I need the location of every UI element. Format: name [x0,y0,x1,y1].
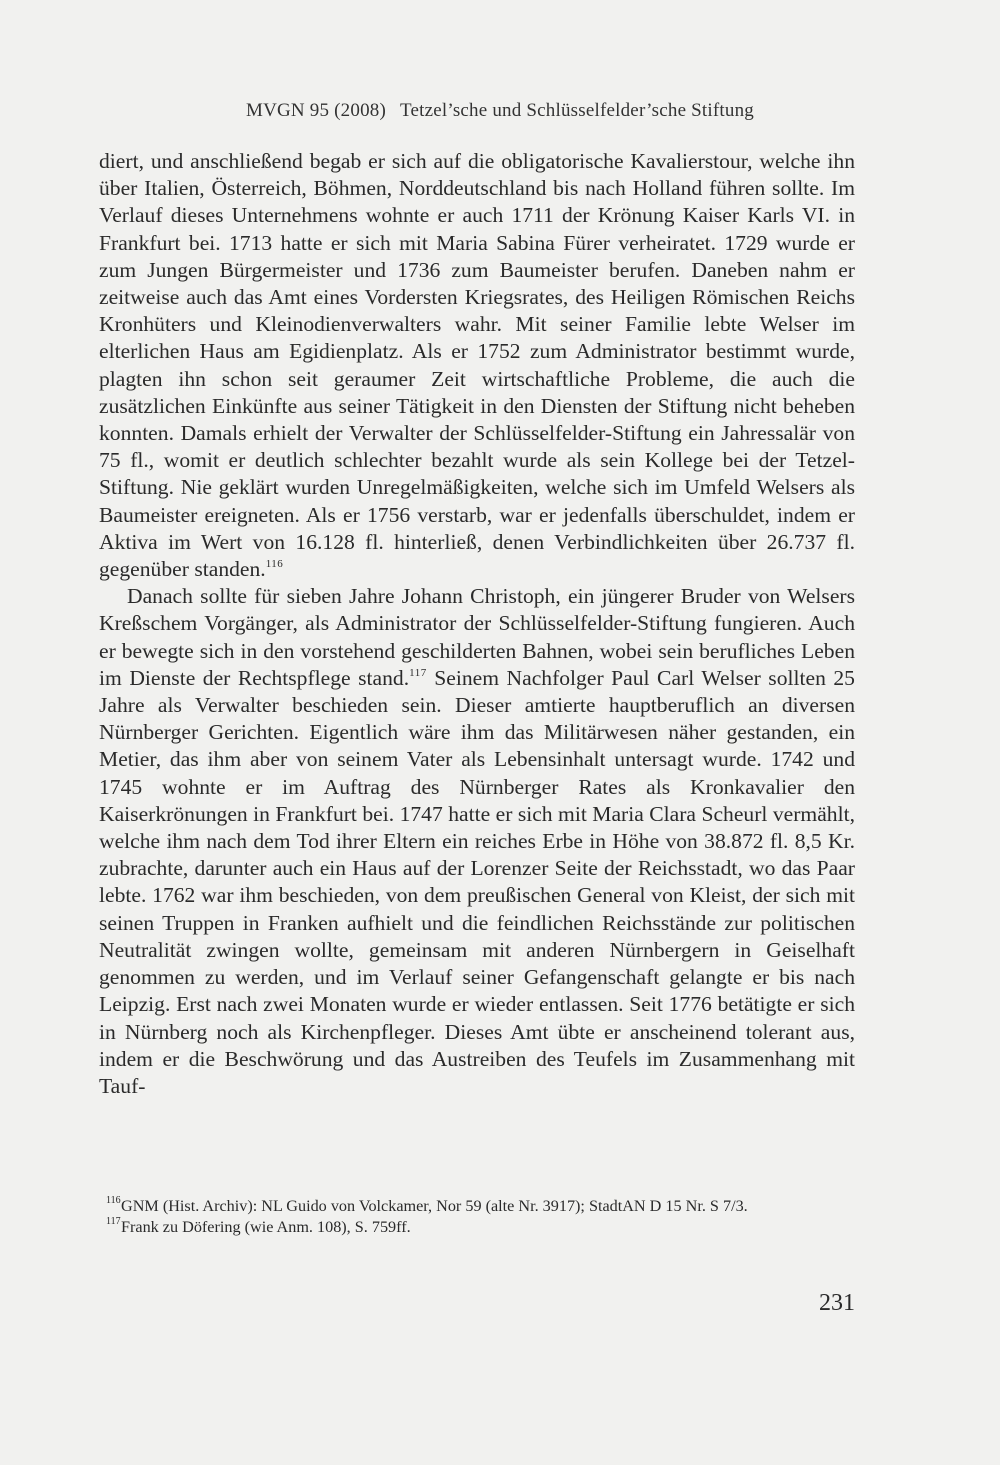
footnote-ref-117[interactable]: 117 [409,666,427,679]
paragraph-1-text: diert, und anschließend begab er sich auf die obligatorische Kavalierstour, welche ihn über Italien, Österreich, Böhmen, Norddeutschland bis nach Holland führen sollte. Im Verlauf dieses Unternehmens wohnte er auch 1711 der Krönung Kaiser Karls VI. in Frankfurt bei. 1713 hatte er sich mit Maria Sabina Fürer verheiratet. 1729 wurde er zum Jungen Bürgermeister und 1736 zum Baumeister berufen. Daneben nahm er zeitweise auch das Amt eines Vordersten Kriegsrates, des Heiligen Römischen Reichs Kronhüters und Kleinodienverwalters wahr. Mit seiner Familie lebte Welser im elterlichen Haus am Egidienplatz. Als er 1752 zum Administrator bestimmt wurde, plagten ihn schon seit geraumer Zeit wirtschaftliche Probleme, die auch die zusätzlichen Einkünfte aus seiner Tätigkeit in den Diensten der Stiftung nicht beheben konnten. Damals erhielt der Verwalter der Schlüsselfelder-Stiftung ein Jahressalär von 75 fl., womit er deutlich schlechter bezahlt wurde als sein Kollege bei der Tetzel-Stiftung. Nie geklärt wurden Unregelmäßigkeiten, welche sich im Umfeld Welsers als Baumeister ereigneten. Als er 1756 verstarb, war er jedenfalls überschuldet, indem er Aktiva im Wert von 16.128 fl. hinterließ, denen Verbindlichkeiten über 26.737 fl. gegenüber standen. [99,149,855,582]
paragraph-1 [99,148,855,583]
footnote-116 [99,1196,859,1217]
paragraph-2-text-b: Seinem Nachfolger Paul Carl Welser sollten 25 Jahre als Verwalter beschieden sein. Dieser amtierte hauptberuflich an diversen Nürnberger Gerichten. Eigentlich wäre ihm das Militärwesen näher gestanden, ein Metier, das ihm aber von seinem Vater als Lebensinhalt untersagt wurde. 1742 und 1745 wohnte er im Auftrag des Nürnberger Rates als Kronkavalier den Kaiserkrönungen in Frankfurt bei. 1747 hatte er sich mit Maria Clara Scheurl vermählt, welche ihm nach dem Tod ihrer Eltern ein reiches Erbe in Höhe von 38.872 fl. 8,5 Kr. zubrachte, darunter auch ein Haus auf der Lorenzer Seite der Reichsstadt, wo das Paar lebte. 1762 war ihm beschieden, von dem preußischen General von Kleist, der sich mit seinen Truppen in Franken aufhielt und die feindlichen Reichsstände zur politischen Neutralität zwingen wollte, gemeinsam mit anderen Nürnbergern in Geiselhaft genommen zu werden, und im Verlauf seiner Gefangenschaft gelangte er bis nach Leipzig. Erst nach zwei Monaten wurde er wieder entlassen. Seit 1776 betätigte er sich in Nürnberg noch als Kirchenpfleger. Dieses Amt übte er anscheinend tolerant aus, indem er die Beschwörung und das Austreiben des Teufels im Zusammenhang mit Tauf- [99,665,855,1098]
footnote-text: Frank zu Döfering (wie Anm. 108), S. 759ff. [121,1218,411,1236]
footnote-text: GNM (Hist. Archiv): NL Guido von Volckamer, Nor 59 (alte Nr. 3917); StadtAN D 15 Nr. S 7/3. [121,1197,748,1215]
running-head-title: Tetzel’sche und Schlüsselfelder’sche Stiftung [400,100,754,121]
footnotes [99,1196,859,1238]
body-text [99,148,855,1100]
running-head [0,100,1000,122]
paragraph-2 [99,583,855,1100]
footnote-number: 116 [106,1195,121,1206]
page-number: 231 [819,1290,855,1316]
footnote-117 [99,1217,859,1238]
running-head-journal: MVGN 95 (2008) [246,100,387,121]
footnote-ref-116[interactable]: 116 [265,558,284,571]
paragraph-2-text-a: Danach sollte für sieben Jahre Johann Christoph, ein jüngerer Bruder von Welsers Kreßschem Vorgänger, als Administrator der Schlüsselfelder-Stiftung fungieren. Auch er bewegte sich in den vorstehend geschilderten Bahnen, wobei sein berufliches Leben im Dienste der Rechtspflege stand. [99,584,855,690]
footnote-number: 117 [106,1216,121,1227]
